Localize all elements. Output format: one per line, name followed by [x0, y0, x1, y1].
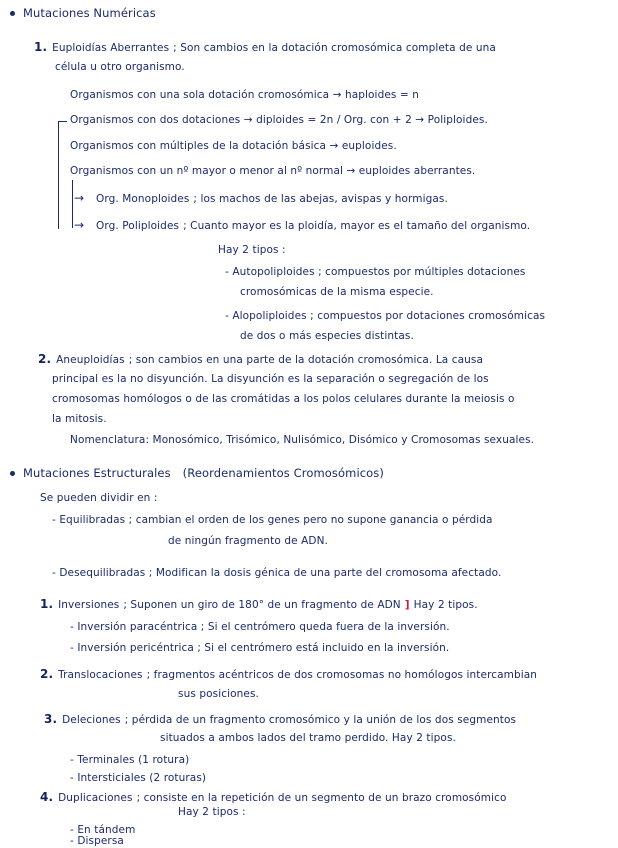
nomenclatura-line: Nomenclatura: Monosómico, Trisómico, Nulisómico, Disómico y Cromosomas sexuales. — [70, 434, 535, 446]
inversiones-definition: ; Suponen un giro de 180° de un fragmento de ADN — [123, 599, 401, 611]
desequilibradas-line: - Desequilibradas ; Modifican la dosis génica de una parte del cromosoma afectado. — [52, 567, 502, 579]
arrow-right-icon: → — [74, 218, 85, 232]
inversion-paracentrica-line: - Inversión paracéntrica ; Si el centrómero queda fuera de la inversión. — [70, 621, 450, 633]
translocaciones-line-cont: sus posiciones. — [178, 688, 259, 700]
section-title-numericas — [10, 6, 156, 20]
euploides-line: Organismos con múltiples de la dotación básica → euploides. — [70, 140, 397, 152]
euploidias-definition: ; Son cambios en la dotación cromosómica completa de una — [173, 42, 496, 54]
highlight-mark: ] — [404, 599, 410, 611]
diploides-line: Organismos con dos dotaciones → diploides = 2n / Org. con + 2 → Poliploides. — [70, 114, 488, 126]
aneuploidias-line-3: cromosomas homólogos o de las cromátidas a los polos celulares durante la meiosis o — [52, 393, 515, 405]
section-title-text: Mutaciones Estructurales — [23, 466, 171, 480]
deleciones-intersticiales: - Intersticiales (2 roturas) — [70, 772, 207, 784]
poliploides-label: Org. Poliploides — [96, 220, 180, 232]
duplicaciones-label: Duplicaciones — [58, 792, 133, 804]
item-number: 1. — [34, 40, 48, 54]
aneuploidias-heading — [38, 352, 483, 367]
item-number: 2. — [38, 352, 52, 366]
euploidias-heading — [34, 40, 496, 55]
item-number: 4. — [40, 790, 54, 804]
poliploides-tipos: Hay 2 tipos : — [218, 244, 286, 256]
duplicaciones-tipos: Hay 2 tipos : — [178, 806, 246, 818]
aneuploidias-definition: ; son cambios en una parte de la dotación cromosómica. La causa — [128, 354, 484, 366]
aneuploidias-line-4: la mitosis. — [52, 413, 107, 425]
inversiones-tipos: Hay 2 tipos. — [413, 599, 478, 611]
autopoliploides-line: - Autopoliploides ; compuestos por múltiples dotaciones — [225, 266, 526, 278]
deleciones-line-cont: situados a ambos lados del tramo perdido. Hay 2 tipos. — [160, 732, 456, 744]
inversiones-label: Inversiones — [58, 599, 120, 611]
aberrantes-line: Organismos con un nº mayor o menor al nº normal → euploides aberrantes. — [70, 165, 476, 177]
item-number: 1. — [40, 597, 54, 611]
duplicacion-tandem: - En tándem — [70, 824, 136, 836]
euploidias-label: Euploidías Aberrantes — [52, 42, 170, 54]
deleciones-label: Deleciones — [62, 714, 121, 726]
duplicaciones-heading — [40, 790, 507, 805]
aneuploidias-line-2: principal es la no disyunción. La disyunción es la separación o segregación de los — [52, 373, 489, 385]
autopoliploides-line-cont: cromosómicas de la misma especie. — [240, 286, 434, 298]
inversiones-heading — [40, 597, 478, 612]
translocaciones-definition: ; fragmentos acéntricos de dos cromosomas no homólogos intercambian — [146, 669, 538, 681]
dividir-line: Se pueden dividir en : — [40, 492, 158, 504]
equilibradas-line-cont: de ningún fragmento de ADN. — [168, 535, 328, 547]
bracket-top — [58, 121, 67, 122]
translocaciones-heading — [40, 667, 537, 682]
section-title-text: Mutaciones Numéricas — [23, 6, 156, 20]
haploides-line: Organismos con una sola dotación cromosómica → haploides = n — [70, 89, 419, 101]
alopoliploides-line-cont: de dos o más especies distintas. — [240, 330, 414, 342]
translocaciones-label: Translocaciones — [58, 669, 143, 681]
monoploides-line — [96, 193, 448, 206]
item-number: 3. — [44, 712, 58, 726]
section-title-subtitle: (Reordenamientos Cromosómicos) — [182, 466, 384, 480]
duplicaciones-definition: ; consiste en la repetición de un segmento de un brazo cromosómico — [136, 792, 507, 804]
monoploides-definition: ; los machos de las abejas, avispas y hormigas. — [193, 193, 448, 205]
bullet-icon — [10, 11, 15, 16]
equilibradas-line: - Equilibradas ; cambian el orden de los genes pero no supone ganancia o pérdida — [52, 514, 493, 526]
aneuploidias-label: Aneuploidías — [56, 354, 125, 366]
duplicacion-dispersa: - Dispersa — [70, 835, 124, 847]
monoploides-label: Org. Monoploides — [96, 193, 190, 205]
arrow-right-icon: → — [74, 191, 85, 205]
alopoliploides-line: - Alopoliploides ; compuestos por dotaciones cromosómicas — [225, 310, 546, 322]
section-title-estructurales — [10, 466, 384, 480]
deleciones-definition: ; pérdida de un fragmento cromosómico y la unión de los dos segmentos — [124, 714, 517, 726]
poliploides-line — [96, 220, 530, 233]
inversion-pericentrica-line: - Inversión pericéntrica ; Si el centrómero está incluido en la inversión. — [70, 642, 450, 654]
deleciones-terminales: - Terminales (1 rotura) — [70, 754, 190, 766]
euploidias-definition-cont: célula u otro organismo. — [55, 61, 185, 73]
deleciones-heading — [44, 712, 516, 727]
item-number: 2. — [40, 667, 54, 681]
bracket-line — [58, 121, 59, 229]
bullet-icon — [10, 471, 15, 476]
poliploides-definition: ; Cuanto mayor es la ploidía, mayor es el tamaño del organismo. — [183, 220, 531, 232]
sub-bracket-line — [72, 180, 73, 228]
